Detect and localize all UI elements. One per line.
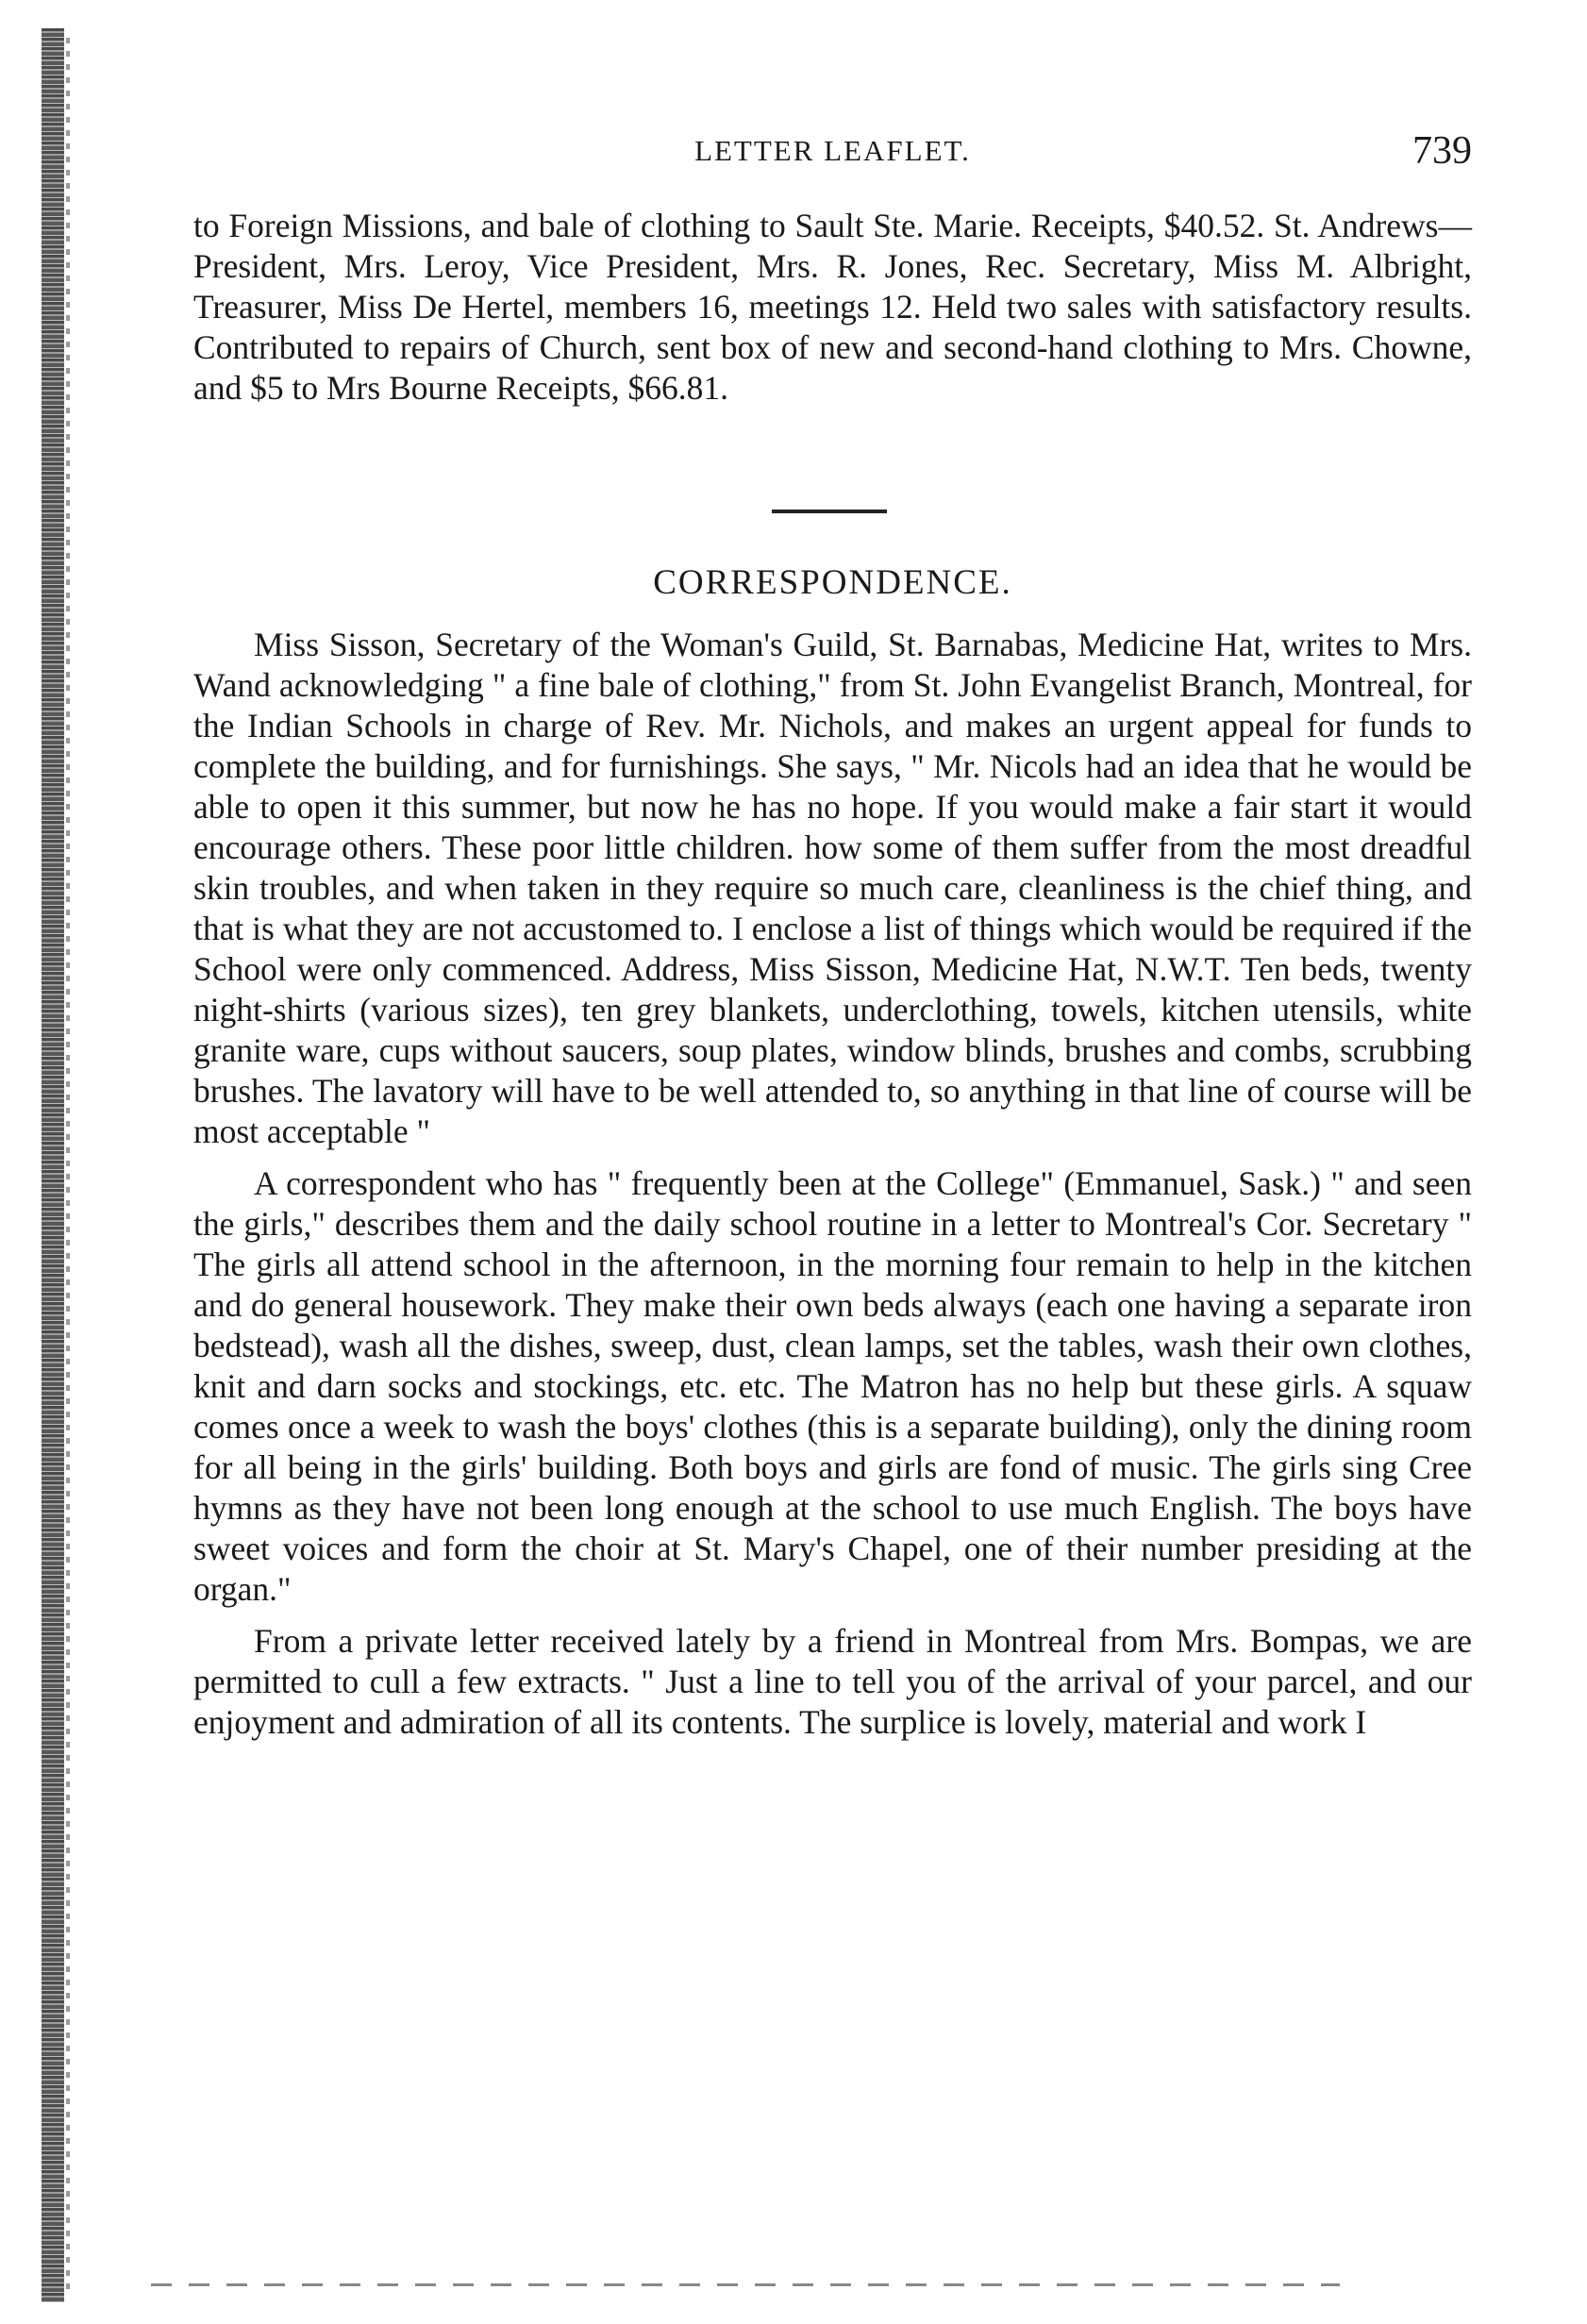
paragraph-bompas: From a private letter received lately by a friend in Montreal from Mrs. Bompas, we are permitted to cull a few extracts. " Just a line to tell you of the arrival of your parcel, and our enjoyment and admiration of all its contents. The surplice is lovely, material and work I xyxy=(193,1622,1472,1741)
running-head: LETTER LEAFLET. xyxy=(694,134,971,167)
binding-edge-shadow xyxy=(66,38,70,2293)
page-number: 739 xyxy=(1412,129,1472,173)
binding-edge xyxy=(42,28,64,2302)
top-paragraph: to Foreign Missions, and bale of clothing to Sault Ste. Marie. Receipts, $40.52. St. Andrews—President, Mrs. Leroy, Vice President, Mrs. R. Jones, Rec. Secretary, Miss M. Albright, Treasurer, Miss De Hertel, members 16, meetings 12. Held two sales with satisfactory results. Contributed to repairs of Church, sent box of new and second-hand clothing to Mrs. Chowne, and $5 to Mrs Bourne Receipts, $66.81. xyxy=(193,207,1472,407)
page-header xyxy=(193,128,1472,176)
paragraph-sisson: Miss Sisson, Secretary of the Woman's Guild, St. Barnabas, Medicine Hat, writes to Mrs. Wand acknowledging " a fine bale of clothing," from St. John Evangelist Branch, Montreal, for the Indian Schools in charge of Rev. Mr. Nichols, and makes an urgent appeal for funds to complete the building, and for furnishings. She says, " Mr. Nicols had an idea that he would be able to open it this summer, but now he has no hope. If you would make a fair start it would encourage others. These poor little children. how some of them suffer from the most dreadful skin troubles, and when taken in they require so much care, cleanliness is the chief thing, and that is what they are not accustomed to. I enclose a list of things which would be required if the School were only commenced. Address, Miss Sisson, Medicine Hat, N.W.T. Ten beds, twenty night-shirts (various sizes), ten grey blankets, underclothing, towels, kitchen utensils, white granite ware, cups without saucers, soup plates, window blinds, brushes and combs, scrubbing brushes. The lavatory will have to be well attended to, so anything in that line of course will be most acceptable " xyxy=(193,626,1472,1150)
bottom-edge-marks xyxy=(151,2283,1340,2286)
paragraph-college: A correspondent who has " frequently been at the College" (Emmanuel, Sask.) " and seen the girls," describes them and the daily school routine in a letter to Montreal's Cor. Secretary " The girls all attend school in the afternoon, in the morning four remain to help in the kitchen and do general housework. They make their own beds always (each one having a separate iron bedstead), wash all the dishes, sweep, dust, clean lamps, set the tables, wash their own clothes, knit and darn socks and stockings, etc. etc. The Matron has no help but these girls. A squaw comes once a week to wash the boys' clothes (this is a separate building), only the dining room for all being in the girls' building. Both boys and girls are fond of music. The girls sing Cree hymns as they have not been long enough at the school to use much English. The boys have sweet voices and form the choir at St. Mary's Chapel, one of their number presiding at the organ." xyxy=(193,1164,1472,1608)
top-paragraph-block xyxy=(193,206,1472,409)
section-title: CORRESPONDENCE. xyxy=(653,563,1012,602)
correspondence-body xyxy=(193,625,1472,1743)
section-divider xyxy=(772,510,887,513)
